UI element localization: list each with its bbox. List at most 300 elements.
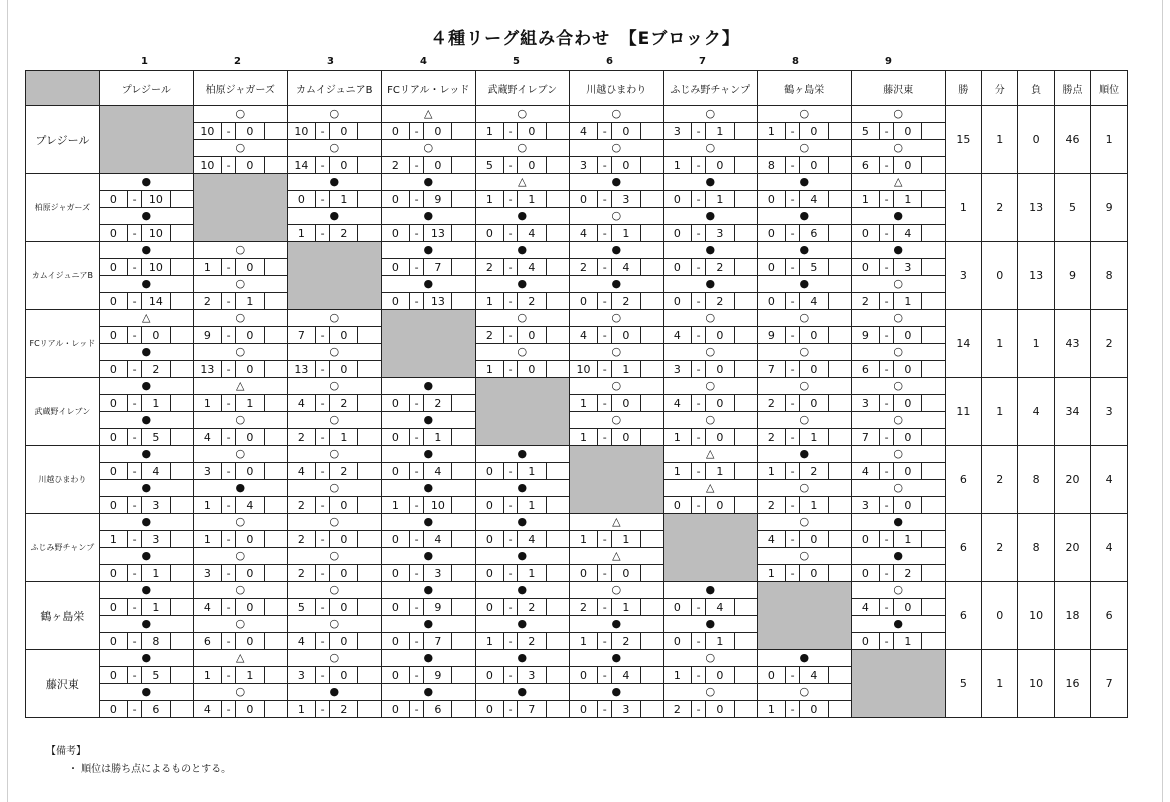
- stat-value: 20: [1054, 446, 1090, 514]
- score-dash: -: [316, 123, 330, 140]
- result-mark: ●: [475, 616, 569, 633]
- score-dash: -: [598, 701, 612, 718]
- score-spacer: [734, 599, 757, 616]
- score-dash: -: [504, 497, 518, 514]
- score-away: 2: [142, 361, 170, 378]
- score-away: 0: [894, 123, 922, 140]
- score-dash: -: [316, 225, 330, 242]
- score-home: 0: [381, 191, 409, 208]
- score-home: 0: [851, 225, 879, 242]
- score-away: 6: [142, 701, 170, 718]
- score-dash: -: [880, 293, 894, 310]
- result-mark: ●: [475, 650, 569, 667]
- result-mark: ○: [851, 582, 945, 599]
- stat-value: 2: [982, 446, 1018, 514]
- score-home: 4: [569, 327, 597, 344]
- score-spacer: [640, 565, 663, 582]
- result-mark: ●: [99, 548, 193, 565]
- column-team-header: プレジール: [99, 71, 193, 106]
- score-dash: -: [504, 531, 518, 548]
- score-dash: -: [880, 531, 894, 548]
- score-spacer: [734, 497, 757, 514]
- score-away: 1: [518, 565, 546, 582]
- score-spacer: [452, 531, 475, 548]
- score-away: 1: [894, 531, 922, 548]
- result-mark: ○: [569, 208, 663, 225]
- score-spacer: [546, 633, 569, 650]
- score-spacer: [734, 157, 757, 174]
- stat-value: 5: [1054, 174, 1090, 242]
- result-mark: ○: [851, 446, 945, 463]
- column-number: 1: [141, 56, 148, 67]
- score-spacer: [264, 429, 287, 446]
- score-away: 0: [236, 157, 264, 174]
- result-mark: ●: [475, 276, 569, 293]
- result-mark: ○: [475, 344, 569, 361]
- score-away: 1: [142, 599, 170, 616]
- score-away: 0: [706, 429, 734, 446]
- score-away: 0: [236, 327, 264, 344]
- score-dash: -: [316, 701, 330, 718]
- score-dash: -: [222, 259, 236, 276]
- result-mark: ●: [851, 208, 945, 225]
- score-away: 3: [424, 565, 452, 582]
- result-mark: △: [569, 548, 663, 565]
- score-spacer: [264, 701, 287, 718]
- score-away: 0: [894, 327, 922, 344]
- result-mark: ●: [569, 174, 663, 191]
- score-dash: -: [504, 361, 518, 378]
- score-away: 0: [800, 531, 828, 548]
- result-mark: ○: [193, 140, 287, 157]
- score-away: 4: [706, 599, 734, 616]
- result-mark: ●: [851, 616, 945, 633]
- result-mark: ●: [475, 242, 569, 259]
- score-dash: -: [222, 565, 236, 582]
- score-home: 7: [287, 327, 315, 344]
- score-spacer: [922, 157, 945, 174]
- score-home: 3: [287, 667, 315, 684]
- score-home: 0: [99, 293, 127, 310]
- score-home: 1: [193, 497, 221, 514]
- score-home: 1: [475, 361, 503, 378]
- score-dash: -: [222, 701, 236, 718]
- score-dash: -: [128, 599, 142, 616]
- score-spacer: [922, 429, 945, 446]
- score-spacer: [828, 293, 851, 310]
- score-away: 1: [706, 463, 734, 480]
- result-mark: ○: [851, 276, 945, 293]
- result-mark: ○: [851, 480, 945, 497]
- score-dash: -: [692, 429, 706, 446]
- result-mark: ●: [99, 412, 193, 429]
- score-spacer: [828, 701, 851, 718]
- score-spacer: [734, 191, 757, 208]
- score-away: 0: [706, 395, 734, 412]
- score-spacer: [452, 633, 475, 650]
- score-away: 0: [236, 565, 264, 582]
- score-dash: -: [598, 531, 612, 548]
- result-mark: ●: [757, 208, 851, 225]
- column-number: 9: [885, 56, 892, 67]
- score-dash: -: [128, 531, 142, 548]
- stat-value: 13: [1018, 242, 1054, 310]
- score-dash: -: [504, 565, 518, 582]
- score-home: 0: [475, 463, 503, 480]
- score-dash: -: [598, 191, 612, 208]
- score-spacer: [734, 633, 757, 650]
- result-mark: ○: [757, 514, 851, 531]
- score-home: 2: [287, 429, 315, 446]
- score-dash: -: [786, 361, 800, 378]
- result-mark: ●: [381, 276, 475, 293]
- score-home: 5: [851, 123, 879, 140]
- score-home: 0: [663, 633, 691, 650]
- result-mark: ○: [193, 276, 287, 293]
- result-mark: ○: [851, 140, 945, 157]
- result-mark: ○: [475, 140, 569, 157]
- result-mark: ●: [757, 242, 851, 259]
- score-away: 14: [142, 293, 170, 310]
- score-dash: -: [222, 123, 236, 140]
- diagonal-cell: [569, 446, 663, 514]
- score-spacer: [734, 225, 757, 242]
- score-home: 9: [757, 327, 785, 344]
- score-away: 10: [142, 259, 170, 276]
- score-dash: -: [786, 157, 800, 174]
- score-dash: -: [504, 633, 518, 650]
- score-dash: -: [504, 667, 518, 684]
- score-home: 13: [287, 361, 315, 378]
- score-dash: -: [222, 293, 236, 310]
- result-mark: ●: [287, 684, 381, 701]
- score-away: 9: [424, 599, 452, 616]
- score-away: 4: [612, 667, 640, 684]
- score-spacer: [734, 259, 757, 276]
- score-dash: -: [316, 667, 330, 684]
- result-mark: ●: [99, 582, 193, 599]
- score-away: 0: [800, 123, 828, 140]
- score-dash: -: [128, 361, 142, 378]
- stat-value: 1: [982, 378, 1018, 446]
- score-dash: -: [786, 191, 800, 208]
- score-away: 4: [800, 667, 828, 684]
- score-home: 1: [757, 565, 785, 582]
- result-mark: ●: [851, 548, 945, 565]
- score-dash: -: [504, 327, 518, 344]
- score-away: 0: [894, 361, 922, 378]
- score-home: 7: [851, 429, 879, 446]
- score-dash: -: [410, 565, 424, 582]
- score-home: 0: [569, 293, 597, 310]
- score-dash: -: [692, 293, 706, 310]
- score-home: 2: [569, 259, 597, 276]
- score-away: 0: [330, 565, 358, 582]
- score-dash: -: [786, 225, 800, 242]
- score-dash: -: [598, 157, 612, 174]
- score-away: 1: [236, 293, 264, 310]
- score-dash: -: [880, 429, 894, 446]
- row-team-name: FCリアル・レッド: [26, 310, 100, 378]
- result-mark: ●: [99, 684, 193, 701]
- row-team-name: 鶴ヶ島栄: [26, 582, 100, 650]
- score-spacer: [828, 123, 851, 140]
- row-team-name: 藤沢東: [26, 650, 100, 718]
- score-dash: -: [598, 565, 612, 582]
- score-spacer: [546, 225, 569, 242]
- score-dash: -: [880, 565, 894, 582]
- score-spacer: [640, 633, 663, 650]
- score-spacer: [828, 327, 851, 344]
- score-home: 2: [475, 259, 503, 276]
- score-home: 0: [757, 293, 785, 310]
- column-number: 4: [420, 56, 427, 67]
- result-mark: ●: [663, 208, 757, 225]
- stat-value: 15: [945, 106, 981, 174]
- score-home: 0: [381, 633, 409, 650]
- column-team-header: 柏原ジャガーズ: [193, 71, 287, 106]
- page-left-edge: [7, 0, 8, 802]
- score-home: 0: [99, 701, 127, 718]
- score-spacer: [922, 123, 945, 140]
- score-spacer: [922, 327, 945, 344]
- score-dash: -: [504, 599, 518, 616]
- result-mark: ○: [193, 582, 287, 599]
- score-home: 1: [663, 463, 691, 480]
- score-home: 10: [569, 361, 597, 378]
- score-away: 1: [424, 429, 452, 446]
- stat-value: 14: [945, 310, 981, 378]
- score-spacer: [922, 259, 945, 276]
- score-home: 2: [757, 497, 785, 514]
- result-mark: ○: [193, 310, 287, 327]
- score-spacer: [170, 327, 193, 344]
- result-mark: ○: [757, 310, 851, 327]
- score-spacer: [734, 667, 757, 684]
- score-dash: -: [410, 599, 424, 616]
- stat-value: 6: [1091, 582, 1128, 650]
- score-away: 0: [800, 361, 828, 378]
- result-mark: ○: [757, 344, 851, 361]
- score-home: 1: [663, 157, 691, 174]
- score-home: 5: [475, 157, 503, 174]
- score-spacer: [734, 327, 757, 344]
- stat-value: 2: [982, 514, 1018, 582]
- score-away: 2: [330, 463, 358, 480]
- score-dash: -: [316, 157, 330, 174]
- score-spacer: [358, 123, 381, 140]
- score-dash: -: [128, 463, 142, 480]
- result-mark: ●: [381, 684, 475, 701]
- result-mark: ●: [99, 514, 193, 531]
- score-dash: -: [128, 293, 142, 310]
- score-spacer: [358, 225, 381, 242]
- stat-value: 8: [1091, 242, 1128, 310]
- score-spacer: [922, 225, 945, 242]
- score-home: 0: [381, 565, 409, 582]
- score-home: 1: [99, 531, 127, 548]
- score-spacer: [170, 701, 193, 718]
- score-spacer: [358, 667, 381, 684]
- score-away: 0: [706, 701, 734, 718]
- result-mark: ●: [99, 446, 193, 463]
- score-dash: -: [316, 395, 330, 412]
- result-mark: ●: [569, 616, 663, 633]
- score-spacer: [170, 259, 193, 276]
- score-dash: -: [598, 667, 612, 684]
- score-home: 10: [193, 123, 221, 140]
- score-away: 4: [518, 225, 546, 242]
- score-home: 0: [851, 633, 879, 650]
- score-home: 0: [381, 225, 409, 242]
- score-away: 0: [800, 157, 828, 174]
- score-spacer: [734, 293, 757, 310]
- score-spacer: [640, 667, 663, 684]
- score-away: 0: [142, 327, 170, 344]
- score-home: 0: [381, 599, 409, 616]
- score-home: 0: [851, 259, 879, 276]
- score-home: 4: [851, 463, 879, 480]
- score-home: 1: [193, 259, 221, 276]
- result-mark: ●: [475, 582, 569, 599]
- score-away: 7: [424, 633, 452, 650]
- score-dash: -: [692, 599, 706, 616]
- stat-value: 1: [982, 106, 1018, 174]
- score-away: 1: [518, 497, 546, 514]
- score-home: 6: [193, 633, 221, 650]
- score-spacer: [358, 361, 381, 378]
- score-spacer: [170, 633, 193, 650]
- score-home: 14: [287, 157, 315, 174]
- score-home: 0: [99, 395, 127, 412]
- result-mark: ○: [287, 446, 381, 463]
- score-home: 1: [475, 191, 503, 208]
- score-away: 0: [894, 395, 922, 412]
- score-home: 0: [381, 123, 409, 140]
- score-dash: -: [410, 123, 424, 140]
- score-home: 1: [475, 633, 503, 650]
- score-home: 1: [569, 633, 597, 650]
- stat-value: 6: [945, 582, 981, 650]
- stat-value: 8: [1018, 446, 1054, 514]
- score-dash: -: [222, 157, 236, 174]
- stat-value: 1: [1018, 310, 1054, 378]
- score-spacer: [264, 123, 287, 140]
- score-away: 3: [142, 531, 170, 548]
- score-dash: -: [880, 497, 894, 514]
- score-home: 4: [287, 395, 315, 412]
- score-away: 0: [800, 701, 828, 718]
- score-away: 0: [706, 327, 734, 344]
- result-mark: △: [193, 378, 287, 395]
- score-away: 0: [612, 429, 640, 446]
- score-home: 5: [287, 599, 315, 616]
- score-away: 13: [424, 225, 452, 242]
- stat-value: 1: [1091, 106, 1128, 174]
- score-dash: -: [504, 157, 518, 174]
- score-away: 5: [800, 259, 828, 276]
- score-dash: -: [222, 531, 236, 548]
- score-dash: -: [316, 191, 330, 208]
- score-home: 0: [99, 361, 127, 378]
- score-home: 0: [851, 565, 879, 582]
- score-dash: -: [410, 497, 424, 514]
- score-away: 2: [706, 293, 734, 310]
- column-number: 6: [606, 56, 613, 67]
- score-home: 3: [193, 565, 221, 582]
- score-away: 0: [236, 429, 264, 446]
- stat-value: 10: [1018, 650, 1054, 718]
- result-mark: ●: [381, 650, 475, 667]
- score-away: 0: [330, 531, 358, 548]
- score-home: 1: [287, 225, 315, 242]
- result-mark: ○: [193, 616, 287, 633]
- score-away: 1: [612, 531, 640, 548]
- score-home: 0: [757, 191, 785, 208]
- score-spacer: [640, 225, 663, 242]
- score-home: 1: [757, 123, 785, 140]
- score-away: 0: [706, 361, 734, 378]
- score-spacer: [922, 497, 945, 514]
- score-home: 3: [569, 157, 597, 174]
- score-spacer: [828, 565, 851, 582]
- score-dash: -: [786, 531, 800, 548]
- result-mark: ○: [193, 412, 287, 429]
- score-spacer: [264, 667, 287, 684]
- score-away: 3: [706, 225, 734, 242]
- score-dash: -: [410, 191, 424, 208]
- score-dash: -: [222, 361, 236, 378]
- score-away: 0: [330, 157, 358, 174]
- score-home: 0: [99, 191, 127, 208]
- score-spacer: [922, 463, 945, 480]
- score-dash: -: [316, 429, 330, 446]
- score-dash: -: [504, 293, 518, 310]
- score-spacer: [546, 191, 569, 208]
- score-spacer: [452, 157, 475, 174]
- score-home: 8: [757, 157, 785, 174]
- score-spacer: [452, 667, 475, 684]
- score-spacer: [828, 191, 851, 208]
- result-mark: ○: [287, 514, 381, 531]
- result-mark: ○: [663, 650, 757, 667]
- score-spacer: [170, 225, 193, 242]
- score-spacer: [170, 531, 193, 548]
- result-mark: ○: [475, 310, 569, 327]
- score-home: 0: [757, 259, 785, 276]
- result-mark: ●: [381, 242, 475, 259]
- score-spacer: [828, 667, 851, 684]
- score-spacer: [170, 667, 193, 684]
- score-away: 1: [142, 565, 170, 582]
- result-mark: ○: [663, 412, 757, 429]
- score-dash: -: [128, 225, 142, 242]
- score-dash: -: [786, 327, 800, 344]
- score-spacer: [358, 633, 381, 650]
- score-spacer: [264, 463, 287, 480]
- score-away: 4: [800, 293, 828, 310]
- score-dash: -: [128, 565, 142, 582]
- stat-value: 11: [945, 378, 981, 446]
- score-home: 10: [193, 157, 221, 174]
- score-dash: -: [880, 123, 894, 140]
- score-away: 1: [330, 429, 358, 446]
- result-mark: ●: [569, 650, 663, 667]
- stat-value: 46: [1054, 106, 1090, 174]
- score-away: 0: [800, 327, 828, 344]
- row-team-name: カムイジュニアB: [26, 242, 100, 310]
- score-home: 0: [381, 701, 409, 718]
